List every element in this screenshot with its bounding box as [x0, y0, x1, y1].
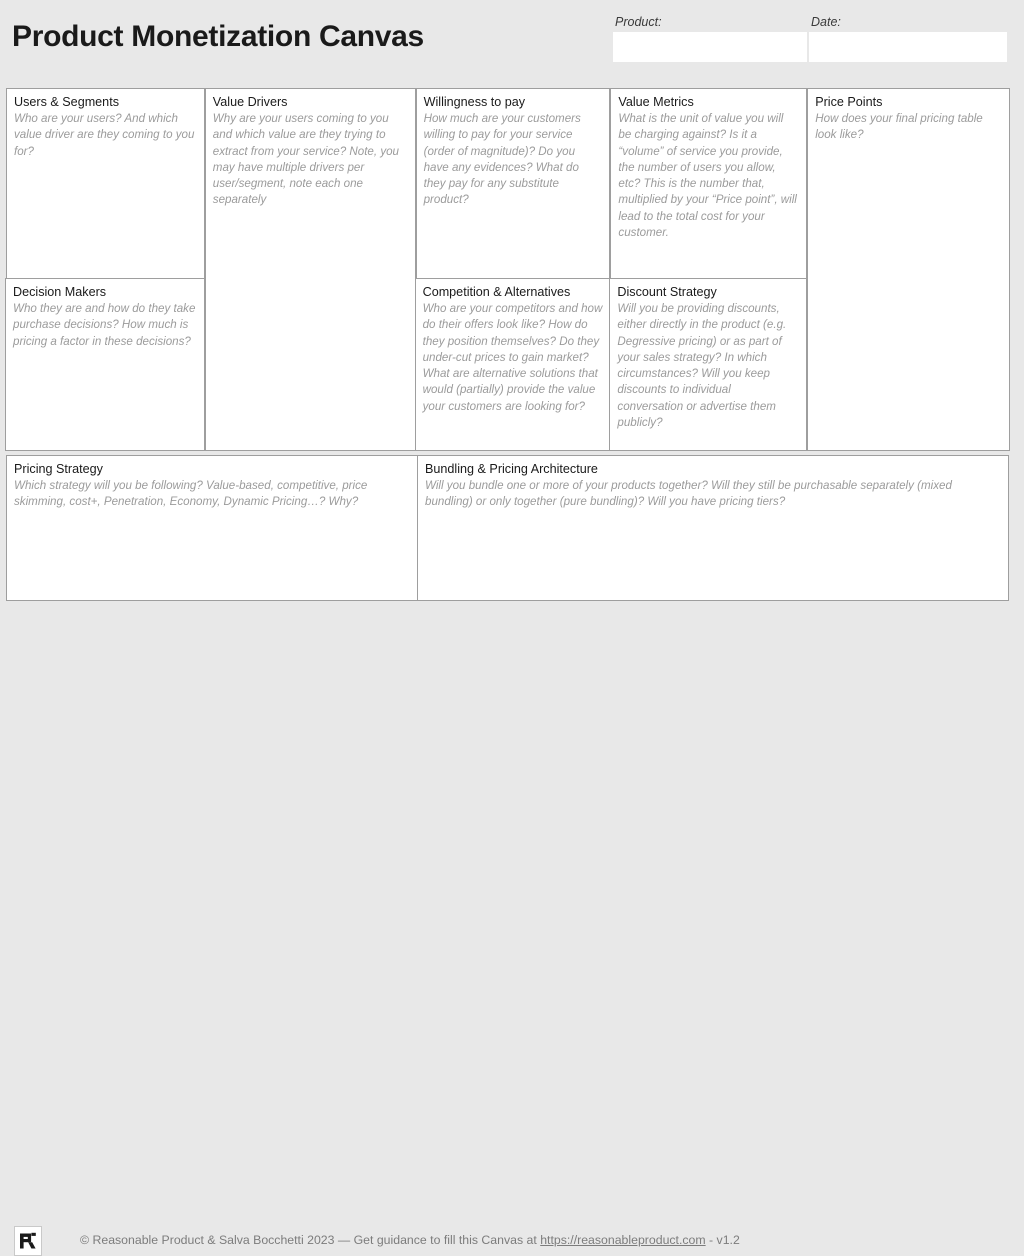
cell-writing-area[interactable]	[14, 511, 410, 515]
reasonable-product-logo-icon	[15, 1227, 41, 1255]
cell-description: Which strategy will you be following? Value-based, competitive, price skimming, cost+, Penetration, Economy, Dynamic Pricing…? Why?	[14, 479, 368, 509]
cell-description: Will you be providing discounts, either directly in the product (e.g. Degressive pricing) or as part of your sales strategy? In which circumstances? Will you keep discounts to individual conversation or advertise them publicly?	[617, 302, 787, 430]
column-users	[6, 88, 205, 451]
cell-description: Who are your users? And which value driver are they coming to you for?	[14, 112, 195, 158]
product-field-group	[613, 14, 807, 62]
cell-writing-area[interactable]	[423, 415, 603, 419]
cell-writing-area[interactable]	[618, 241, 799, 245]
cell-description: Who are your competitors and how do their offers look like? How do they position themselves? Do they under-cut prices to gain market? What are alternative solutions that would (partially) provide the value your customers are looking for?	[422, 302, 603, 413]
footer-credit	[80, 1232, 740, 1249]
cell-writing-area[interactable]	[213, 209, 408, 213]
cell-writing-area[interactable]	[424, 209, 603, 213]
cell-competition-alternatives[interactable]	[415, 278, 611, 451]
cell-pricing-strategy[interactable]	[6, 455, 418, 601]
canvas-header	[0, 0, 1024, 86]
cell-willingness-to-pay[interactable]	[416, 88, 611, 279]
cell-value-metrics[interactable]	[610, 88, 807, 279]
page-title: Product Monetization Canvas	[12, 20, 424, 53]
product-field-label: Product:	[615, 15, 662, 29]
cell-discount-strategy[interactable]	[609, 278, 807, 451]
column-value-drivers	[205, 88, 416, 451]
date-field-label: Date:	[811, 15, 841, 29]
date-field-group	[809, 14, 1007, 62]
column-value-metrics	[610, 88, 807, 451]
cell-title: Bundling & Pricing Architecture	[425, 462, 598, 476]
cell-description: Who they are and how do they take purchase decisions? How much is pricing a factor in these decisions?	[13, 302, 196, 348]
cell-title: Value Metrics	[618, 95, 694, 109]
cell-title: Price Points	[815, 95, 883, 109]
cell-writing-area[interactable]	[815, 144, 1002, 148]
cell-description: What is the unit of value you will be charging against? Is it a “volume” of service you provide, the number of users you allow, etc? This is the number that, multiplied by your “Price point”, will lead to the total cost for your customer.	[618, 112, 797, 240]
footer-version: - v1.2	[705, 1233, 740, 1247]
cell-description: Will you bundle one or more of your products together? Will they still be purchasable separately (mixed bundling) or only together (pure bundling)? Will you have pricing tiers?	[425, 479, 952, 509]
column-price-points	[807, 88, 1010, 451]
cell-value-drivers[interactable]	[205, 88, 416, 451]
cell-title: Competition & Alternatives	[422, 285, 571, 299]
cell-title: Decision Makers	[13, 285, 107, 299]
cell-writing-area[interactable]	[14, 160, 197, 164]
product-input[interactable]	[613, 32, 807, 62]
cell-bundling-architecture[interactable]	[417, 455, 1009, 601]
cell-description: Why are your users coming to you and which value are they trying to extract from your service? Note, you may have multiple drivers per user/segment, note each one separately	[212, 112, 400, 207]
canvas-grid-top	[6, 88, 1010, 451]
cell-title: Value Drivers	[212, 95, 288, 109]
canvas-footer	[0, 608, 1024, 1247]
cell-title: Discount Strategy	[617, 285, 717, 299]
cell-price-points[interactable]	[807, 88, 1010, 451]
cell-writing-area[interactable]	[425, 511, 1001, 515]
cell-description: How does your final pricing table look like?	[815, 112, 983, 142]
cell-decision-makers[interactable]	[5, 278, 205, 451]
cell-title: Willingness to pay	[423, 95, 526, 109]
cell-writing-area[interactable]	[617, 431, 799, 435]
logo-container	[14, 1226, 42, 1256]
cell-writing-area[interactable]	[13, 350, 197, 354]
cell-users-segments[interactable]	[6, 88, 205, 279]
date-input[interactable]	[809, 32, 1007, 62]
reasonableproduct-link[interactable]: https://reasonableproduct.com	[540, 1233, 706, 1247]
footer-credit-before: © Reasonable Product & Salva Bocchetti 2023 — Get guidance to fill this Canvas at	[80, 1233, 541, 1247]
cell-title: Users & Segments	[14, 95, 119, 109]
canvas-grid-bottom	[6, 455, 1010, 601]
cell-title: Pricing Strategy	[14, 462, 103, 476]
column-willingness	[416, 88, 611, 451]
cell-description: How much are your customers willing to pay for your service (order of magnitude)? Do you have any evidences? What do they pay for any substitute product?	[423, 112, 581, 207]
